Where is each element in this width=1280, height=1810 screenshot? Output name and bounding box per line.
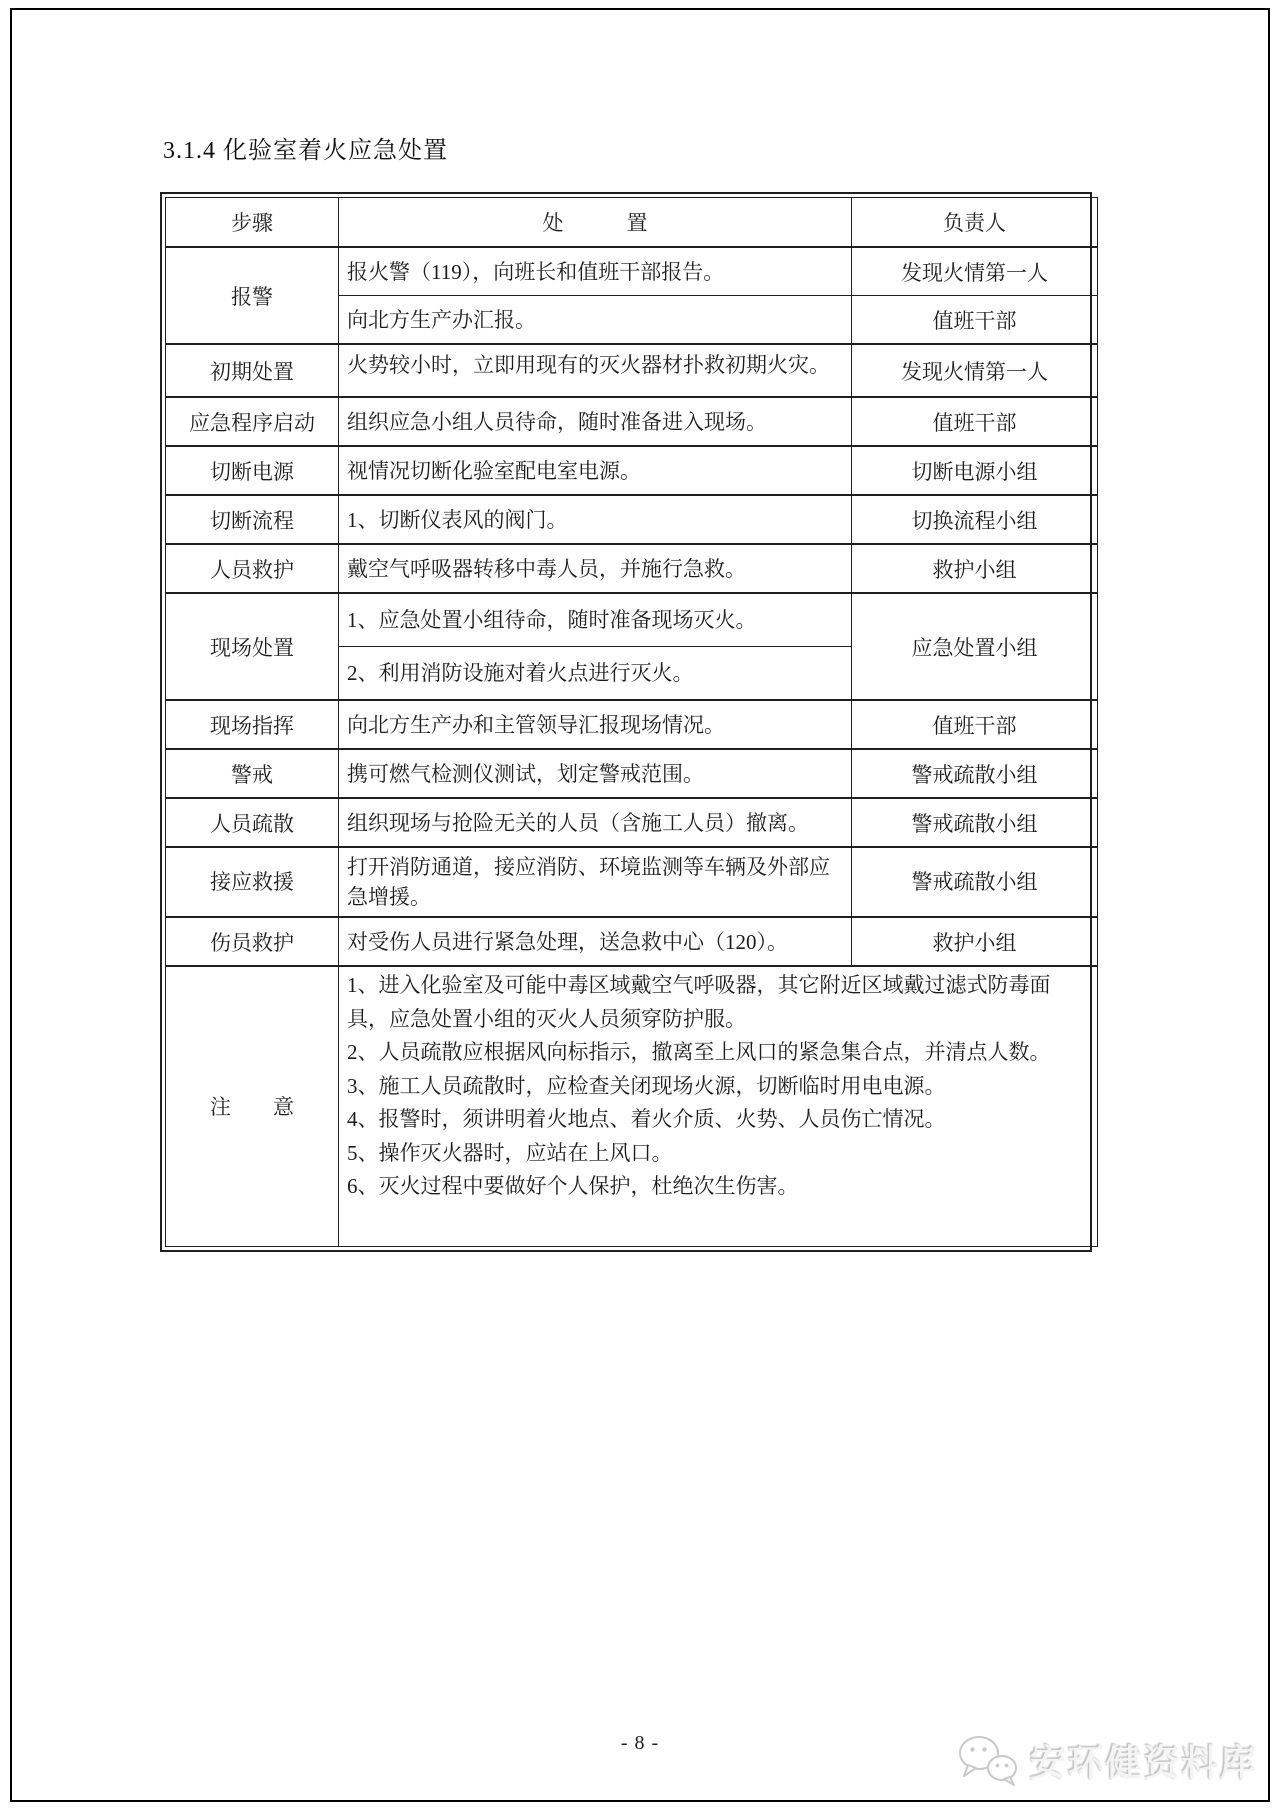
table-row — [166, 749, 1098, 798]
step-cell: 人员救护 — [166, 544, 339, 593]
action-cell: 向北方生产办汇报。 — [339, 296, 852, 345]
emergency-procedure-table — [160, 192, 1092, 1252]
table-row — [166, 917, 1098, 966]
note-item: 3、施工人员疏散时，应检查关闭现场火源，切断临时用电电源。 — [347, 1073, 946, 1098]
action-cell: 对受伤人员进行紧急处理，送急救中心（120）。 — [339, 917, 852, 966]
owner-cell: 值班干部 — [852, 397, 1098, 446]
notes-row — [166, 966, 1098, 1246]
watermark-text: 安环健资料库 — [1029, 1741, 1258, 1783]
step-cell: 警戒 — [166, 749, 339, 798]
header-owner: 负责人 — [852, 198, 1098, 248]
notes-cell — [339, 966, 1098, 1246]
table-row — [166, 344, 1098, 397]
note-item: 5、操作灭火器时，应站在上风口。 — [347, 1140, 673, 1165]
header-step: 步骤 — [166, 198, 339, 248]
table-row — [166, 847, 1098, 917]
owner-cell: 切断电源小组 — [852, 446, 1098, 495]
step-cell: 切断电源 — [166, 446, 339, 495]
table-row — [166, 798, 1098, 847]
owner-cell: 救护小组 — [852, 917, 1098, 966]
action-cell: 视情况切断化验室配电室电源。 — [339, 446, 852, 495]
table-row — [166, 495, 1098, 544]
owner-cell: 警戒疏散小组 — [852, 847, 1098, 917]
action-cell: 2、利用消防设施对着火点进行灭火。 — [339, 647, 852, 701]
table-row — [166, 446, 1098, 495]
header-action: 处 置 — [339, 198, 852, 248]
action-cell: 1、应急处置小组待命，随时准备现场灭火。 — [339, 593, 852, 647]
action-cell: 打开消防通道，接应消防、环境监测等车辆及外部应急增援。 — [339, 847, 852, 917]
action-cell — [339, 344, 852, 397]
owner-cell: 应急处置小组 — [852, 593, 1098, 700]
action-cell: 报火警（119），向班长和值班干部报告。 — [339, 247, 852, 296]
watermark — [956, 1722, 1266, 1798]
table-row — [166, 700, 1098, 749]
note-item: 1、进入化验室及可能中毒区域戴空气呼吸器，其它附近区域戴过滤式防毒面具，应急处置小组的灭火人员须穿防护服。 — [347, 973, 1051, 1031]
note-item: 6、灭火过程中要做好个人保护，杜绝次生伤害。 — [347, 1174, 799, 1198]
table-header-row — [166, 198, 1098, 248]
action-cell: 1、切断仪表风的阀门。 — [339, 495, 852, 544]
owner-cell: 警戒疏散小组 — [852, 798, 1098, 847]
step-cell: 接应救援 — [166, 847, 339, 917]
owner-cell: 救护小组 — [852, 544, 1098, 593]
action-cell: 戴空气呼吸器转移中毒人员，并施行急救。 — [339, 544, 852, 593]
action-cell: 携可燃气检测仪测试，划定警戒范围。 — [339, 749, 852, 798]
owner-cell: 警戒疏散小组 — [852, 749, 1098, 798]
owner-cell: 发现火情第一人 — [852, 247, 1098, 296]
action-cell: 组织应急小组人员待命，随时准备进入现场。 — [339, 397, 852, 446]
action-cell: 向北方生产办和主管领导汇报现场情况。 — [339, 700, 852, 749]
step-cell: 初期处置 — [166, 344, 339, 397]
table-row — [166, 593, 1098, 647]
owner-cell: 值班干部 — [852, 700, 1098, 749]
table-row — [166, 397, 1098, 446]
notes-label: 注 意 — [166, 966, 339, 1246]
note-item: 4、报警时，须讲明着火地点、着火介质、火势、人员伤亡情况。 — [347, 1107, 946, 1131]
owner-cell: 切换流程小组 — [852, 495, 1098, 544]
step-cell: 切断流程 — [166, 495, 339, 544]
action-cell: 组织现场与抢险无关的人员（含施工人员）撤离。 — [339, 798, 852, 847]
section-title: 3.1.4 化验室着火应急处置 — [163, 138, 448, 164]
step-cell: 应急程序启动 — [166, 397, 339, 446]
page-number: - 8 - — [620, 1732, 660, 1754]
step-cell: 现场指挥 — [166, 700, 339, 749]
table-row — [166, 544, 1098, 593]
step-cell: 现场处置 — [166, 593, 339, 700]
step-cell: 人员疏散 — [166, 798, 339, 847]
step-cell: 报警 — [166, 247, 339, 344]
step-cell: 伤员救护 — [166, 917, 339, 966]
table-row — [166, 247, 1098, 296]
owner-cell: 值班干部 — [852, 296, 1098, 345]
wechat-icon — [956, 1732, 1020, 1788]
note-item: 2、人员疏散应根据风向标指示，撤离至上风口的紧急集合点，并清点人数。 — [347, 1040, 1051, 1064]
owner-cell: 发现火情第一人 — [852, 344, 1098, 397]
clipped-action-text: 火势较小时，立即用现有的灭火器材扑救初期火灾。 — [347, 353, 830, 377]
